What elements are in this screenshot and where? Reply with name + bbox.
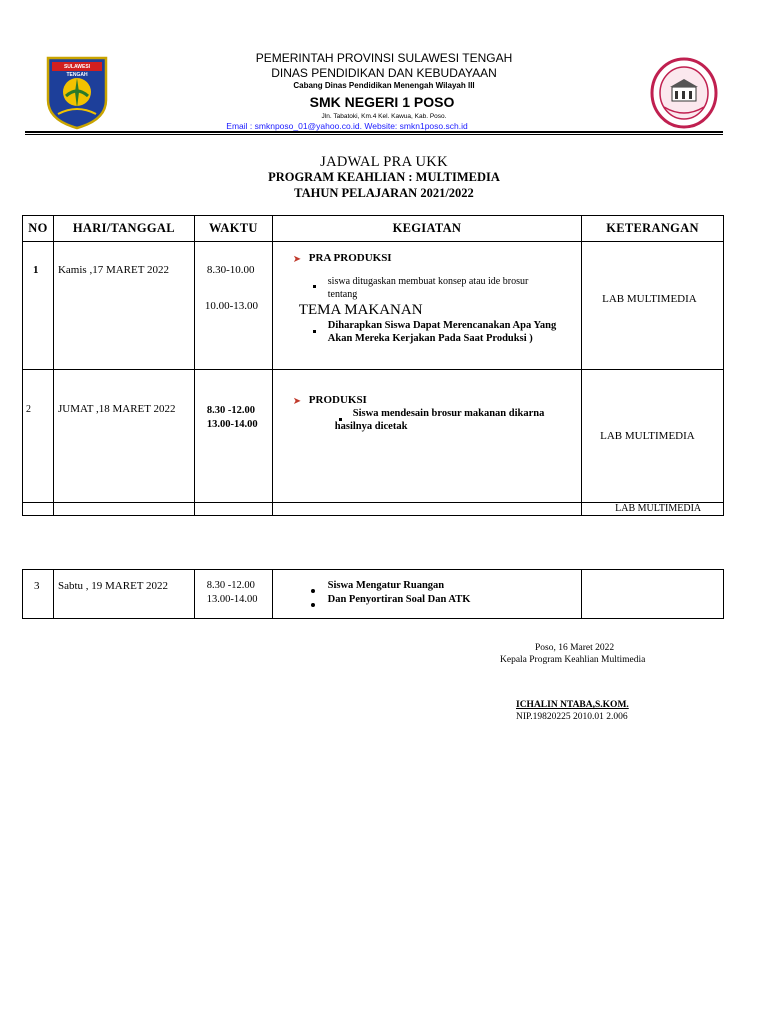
row1-note: LAB MULTIMEDIA [602, 293, 697, 305]
row1-activity-title: PRA PRODUKSI [308, 252, 392, 264]
signature-name: ICHALIN NTABA,S.KOM. [516, 700, 629, 710]
row4-time1: 8.30 -12.00 [206, 580, 255, 591]
letterhead-rule-thin [25, 134, 723, 135]
left-logo-label: SULAWESI TENGAH [63, 64, 91, 78]
row4-bullet1: Siswa Mengatur Ruangan [327, 580, 445, 591]
header-government: PEMERINTAH PROVINSI SULAWESI TENGAH [255, 51, 513, 65]
row1-bullet2-line2: Akan Mereka Kerjakan Pada Saat Produksi ) [327, 333, 533, 344]
square-bullet-icon [313, 325, 324, 337]
row3-note: LAB MULTIMEDIA [615, 503, 702, 514]
row4-time2: 13.00-14.00 [206, 594, 258, 605]
header-no: NO [23, 216, 54, 242]
row4-no: 3 [34, 580, 40, 592]
program-title: PROGRAM KEAHLIAN : MULTIMEDIA [268, 170, 500, 184]
arrow-bullet-icon: ➤ [292, 396, 302, 407]
right-logo-seal [650, 57, 718, 129]
square-bullet-icon [313, 280, 324, 292]
row2-note: LAB MULTIMEDIA [600, 430, 695, 442]
year-title: TAHUN PELAJARAN 2021/2022 [294, 186, 474, 200]
header-branch: Cabang Dinas Pendidikan Menengah Wilayah III [293, 81, 475, 90]
row1-bullet1-line2: tentang [327, 289, 358, 300]
row1-bullet1-line1: siswa ditugaskan membuat konsep atau ide brosur [327, 276, 529, 287]
header-activity: KEGIATAN [272, 216, 581, 242]
row1-theme: TEMA MAKANAN [298, 302, 423, 318]
header-department: DINAS PENDIDIKAN DAN KEBUDAYAAN [271, 66, 497, 80]
table-row [23, 370, 724, 503]
row4-bullet2: Dan Penyortiran Soal Dan ATK [327, 594, 471, 605]
row2-activity-title: PRODUKSI [308, 394, 367, 406]
table-row [23, 242, 724, 370]
arrow-bullet-icon: ➤ [292, 254, 302, 265]
row2-time1: 8.30 -12.00 [206, 405, 255, 416]
row2-time2: 13.00-14.00 [206, 419, 258, 430]
row2-bullet1-line2: hasilnya dicetak [334, 421, 408, 432]
contact-link[interactable]: Email : smknposo_01@yahoo.co.id. Website: smkn1poso.sch.id [226, 121, 468, 131]
row1-date: Kamis ,17 MARET 2022 [57, 264, 169, 276]
signature-role: Kepala Program Keahlian Multimedia [500, 655, 646, 665]
row1-bullet2-line1: Diharapkan Siswa Dapat Merencanakan Apa Yang [327, 320, 557, 331]
dot-bullet-icon [311, 585, 323, 597]
schedule-table-continued [22, 569, 724, 619]
letterhead-rule-thick [25, 131, 723, 133]
signature-place-date: Poso, 16 Maret 2022 [535, 643, 615, 653]
school-address: Jln. Tabatoki, Km.4 Kel. Kawua, Kab. Poso. [321, 113, 447, 120]
row1-no: 1 [33, 264, 39, 276]
dot-bullet-icon [311, 599, 323, 611]
row1-time1: 8.30-10.00 [206, 264, 255, 276]
row2-date: JUMAT ,18 MARET 2022 [57, 403, 176, 415]
row4-date: Sabtu , 19 MARET 2022 [57, 580, 169, 592]
header-time: WAKTU [194, 216, 272, 242]
school-name: SMK NEGERI 1 POSO [309, 94, 455, 110]
header-note: KETERANGAN [582, 216, 724, 242]
row2-no: 2 [26, 404, 31, 415]
signature-nip: NIP.19820225 2010.01 2.006 [516, 712, 628, 721]
table-row [23, 570, 724, 619]
row1-time2: 10.00-13.00 [204, 300, 259, 312]
table-header-row [23, 216, 724, 242]
header-date: HARI/TANGGAL [53, 216, 194, 242]
document-title: JADWAL PRA UKK [320, 154, 448, 170]
table-row [23, 503, 724, 516]
schedule-table [22, 215, 724, 516]
row2-bullet1-line1: Siswa mendesain brosur makanan dikarna [352, 408, 545, 419]
